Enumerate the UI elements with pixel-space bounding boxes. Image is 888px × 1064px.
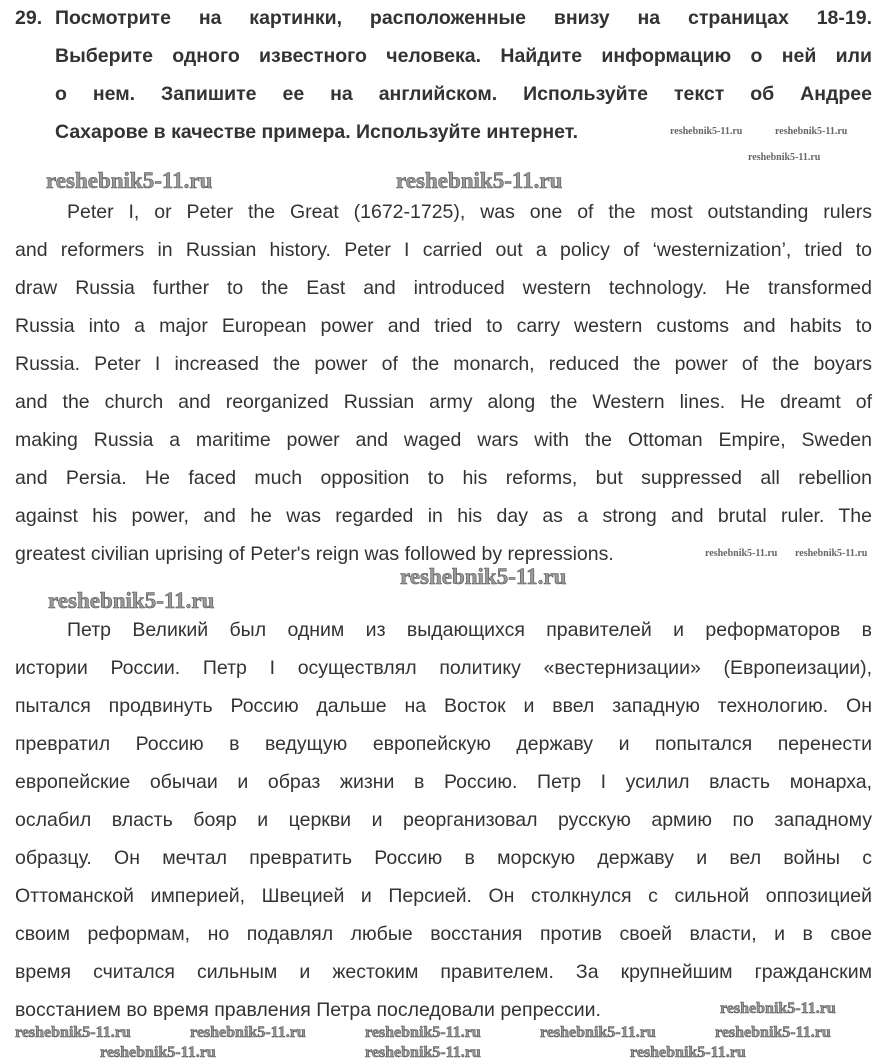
watermark: reshebnik5-11.ru: [540, 1024, 656, 1041]
russian-paragraph: [15, 618, 872, 1036]
task-line: Сахарове в качестве примера. Используйте интернет.: [55, 121, 579, 143]
text-line: восстанием во время правления Петра последовали репрессии.: [15, 999, 601, 1021]
english-paragraph: [15, 200, 872, 580]
watermark: reshebnik5-11.ru: [775, 126, 848, 137]
watermark: reshebnik5-11.ru: [190, 1024, 306, 1041]
text-line: and the church and reorganized Russian army along the Western lines. He dreamt of: [15, 391, 872, 413]
watermark: reshebnik5-11.ru: [705, 548, 778, 559]
watermark: reshebnik5-11.ru: [100, 1044, 216, 1061]
text-line: Peter I, or Peter the Great (1672-1725), was one of the most outstanding rulers: [67, 201, 872, 223]
watermark: reshebnik5-11.ru: [48, 588, 215, 613]
text-line: своим реформам, но подавлял любые восстания против своей власти, и в свое: [15, 923, 872, 945]
text-line: Russia into a major European power and tried to carry western customs and habits to: [15, 315, 872, 337]
text-line: истории России. Петр I осуществлял политику «вестернизации» (Европеизации),: [15, 657, 872, 679]
text-line: and reformers in Russian history. Peter I carried out a policy of ‘westernization’, tried to: [15, 239, 872, 261]
text-line: время считался сильным и жестоким правителем. За крупнейшим гражданским: [15, 961, 872, 983]
watermark: reshebnik5-11.ru: [365, 1044, 481, 1061]
watermark: reshebnik5-11.ru: [748, 152, 821, 163]
watermark: reshebnik5-11.ru: [46, 168, 213, 193]
text-line: Russia. Peter I increased the power of the monarch, reduced the power of the boyars: [15, 353, 872, 375]
task-line: Выберите одного известного человека. Найдите информацию о ней или: [55, 45, 872, 67]
text-line: пытался продвинуть Россию дальше на Восток и ввел западную технологию. Он: [15, 695, 872, 717]
task-line: о нем. Запишите ее на английском. Используйте текст об Андрее: [55, 83, 872, 105]
watermark: reshebnik5-11.ru: [795, 548, 868, 559]
watermark: reshebnik5-11.ru: [720, 1000, 836, 1017]
watermark: reshebnik5-11.ru: [396, 168, 563, 193]
task-line: Посмотрите на картинки, расположенные внизу на страницах 18-19.: [55, 7, 872, 29]
watermark: reshebnik5-11.ru: [400, 564, 567, 589]
text-line: Оттоманской империей, Швецией и Персией. Он столкнулся с сильной оппозицией: [15, 885, 872, 907]
text-line: европейские обычаи и образ жизни в Россию. Петр I усилил власть монарха,: [15, 771, 872, 793]
text-line: образцу. Он мечтал превратить Россию в морскую державу и вел войны с: [15, 847, 872, 869]
watermark: reshebnik5-11.ru: [365, 1024, 481, 1041]
watermark: reshebnik5-11.ru: [15, 1024, 131, 1041]
watermark: reshebnik5-11.ru: [715, 1024, 831, 1041]
text-line: making Russia a maritime power and waged wars with the Ottoman Empire, Sweden: [15, 429, 872, 451]
text-line: Петр Великий был одним из выдающихся правителей и реформаторов в: [67, 619, 872, 641]
text-line: greatest civilian uprising of Peter's reign was followed by repressions.: [15, 543, 614, 565]
text-line: ослабил власть бояр и церкви и реорганизовал русскую армию по западному: [15, 809, 872, 831]
watermark: reshebnik5-11.ru: [670, 126, 743, 137]
text-line: and Persia. He faced much opposition to his reforms, but suppressed all rebellion: [15, 467, 872, 489]
watermark: reshebnik5-11.ru: [630, 1044, 746, 1061]
text-line: against his power, and he was regarded in his day as a strong and brutal ruler. The: [15, 505, 872, 527]
text-line: превратил Россию в ведущую европейскую державу и попытался перенести: [15, 733, 872, 755]
text-line: draw Russia further to the East and introduced western technology. He transformed: [15, 277, 872, 299]
task-number: 29.: [15, 7, 43, 29]
